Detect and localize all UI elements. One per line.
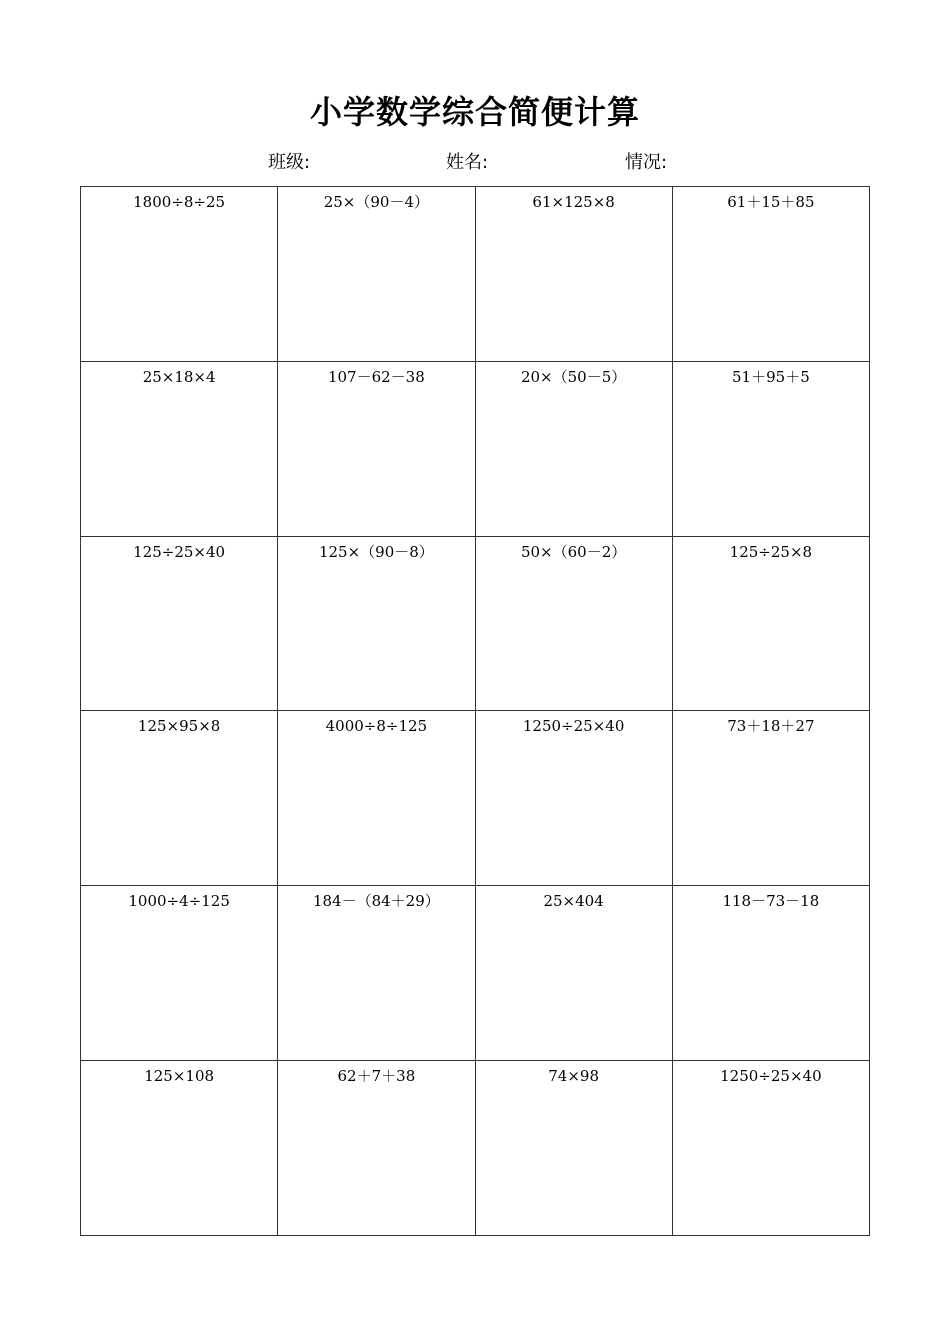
problem-cell[interactable] <box>278 537 475 712</box>
student-info-row <box>0 148 950 178</box>
problem-expression: 1250÷25×40 <box>720 1067 822 1086</box>
problem-expression: 184－（84＋29） <box>312 892 440 911</box>
problem-cell[interactable] <box>673 711 870 886</box>
problem-expression: 50×（60－2） <box>520 542 627 561</box>
problem-expression: 61×125×8 <box>532 193 615 211</box>
problem-cell[interactable] <box>81 1061 278 1236</box>
problem-expression: 1000÷4÷125 <box>128 892 230 911</box>
problem-cell[interactable] <box>476 711 673 886</box>
status-label: 情况: <box>625 152 668 173</box>
problem-expression: 74×98 <box>548 1067 599 1086</box>
problem-cell[interactable] <box>673 1061 870 1236</box>
problem-cell[interactable] <box>278 362 475 537</box>
problem-cell[interactable] <box>81 886 278 1061</box>
problem-cell[interactable] <box>476 537 673 712</box>
problem-expression: 125÷25×8 <box>729 542 813 561</box>
problem-expression: 25×404 <box>543 892 604 911</box>
problem-expression: 4000÷8÷125 <box>325 717 428 736</box>
problem-expression: 118－73－18 <box>722 892 820 911</box>
problem-expression: 73＋18＋27 <box>727 717 815 736</box>
problem-expression: 125×（90－8） <box>318 542 434 561</box>
problem-cell[interactable] <box>81 362 278 537</box>
problem-cell[interactable] <box>278 886 475 1061</box>
problem-expression: 62＋7＋38 <box>337 1067 416 1086</box>
problem-cell[interactable] <box>476 187 673 362</box>
problem-cell[interactable] <box>81 537 278 712</box>
problem-cell[interactable] <box>81 711 278 886</box>
problem-grid <box>80 186 870 1236</box>
problem-expression: 25×18×4 <box>142 367 216 386</box>
problem-cell[interactable] <box>81 187 278 362</box>
problem-expression: 25×（90－4） <box>323 193 430 211</box>
problem-expression: 51＋95＋5 <box>732 367 810 386</box>
problem-expression: 61＋15＋85 <box>727 193 815 211</box>
problem-cell[interactable] <box>476 362 673 537</box>
problem-cell[interactable] <box>673 886 870 1061</box>
problem-expression: 1250÷25×40 <box>522 717 625 736</box>
problem-expression: 1800÷8÷25 <box>133 193 226 211</box>
problem-cell[interactable] <box>278 1061 475 1236</box>
problem-cell[interactable] <box>673 187 870 362</box>
problem-expression: 125÷25×40 <box>133 542 226 561</box>
problem-cell[interactable] <box>278 711 475 886</box>
worksheet-title: 小学数学综合简便计算 <box>309 93 640 131</box>
problem-expression: 125×95×8 <box>137 717 221 736</box>
problem-cell[interactable] <box>476 886 673 1061</box>
problem-cell[interactable] <box>278 187 475 362</box>
problem-cell[interactable] <box>476 1061 673 1236</box>
problem-expression: 125×108 <box>144 1067 215 1086</box>
problem-cell[interactable] <box>673 537 870 712</box>
problem-expression: 20×（50－5） <box>520 367 627 386</box>
name-label: 姓名: <box>446 152 489 173</box>
problem-cell[interactable] <box>673 362 870 537</box>
class-label: 班级: <box>268 152 311 173</box>
problem-expression: 107－62－38 <box>327 367 425 386</box>
